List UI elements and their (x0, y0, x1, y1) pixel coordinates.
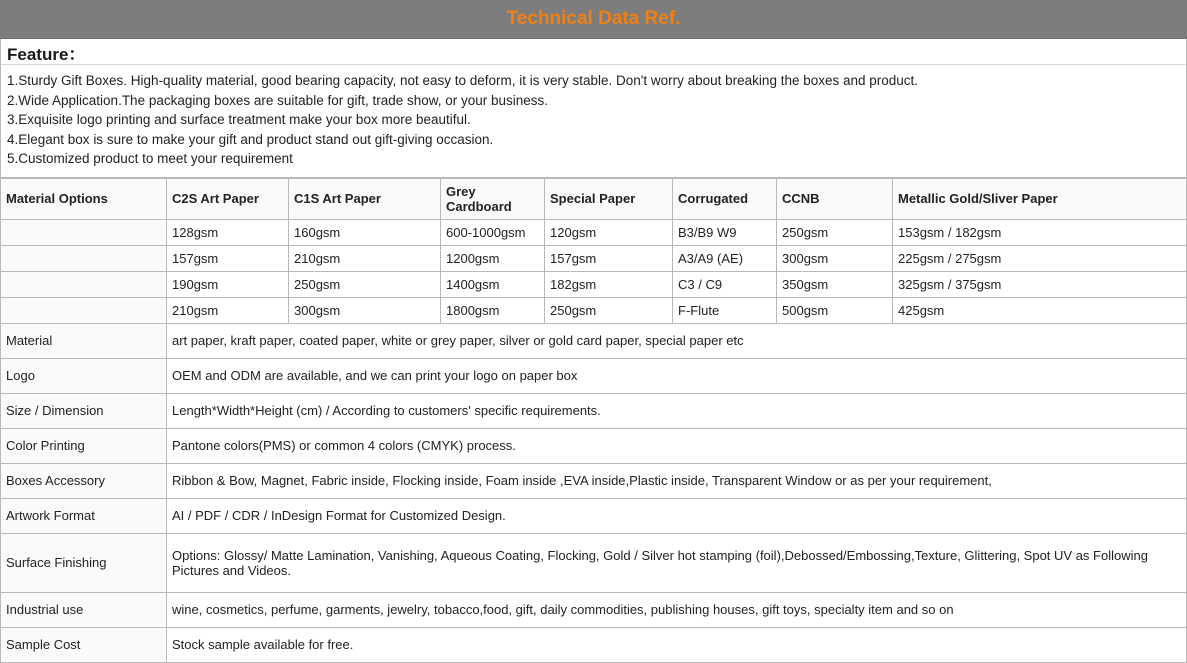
spec-value: OEM and ODM are available, and we can print your logo on paper box (167, 358, 1187, 393)
cell-c1s: 250gsm (289, 271, 441, 297)
cell-special: 250gsm (545, 297, 673, 323)
spec-label: Color Printing (1, 428, 167, 463)
cell-corrugated: C3 / C9 (673, 271, 777, 297)
spec-label: Artwork Format (1, 498, 167, 533)
column-header-material-options: Material Options (1, 178, 167, 219)
spec-label: Size / Dimension (1, 393, 167, 428)
spec-row-size-dimension (1, 393, 1187, 428)
cell-ccnb: 250gsm (777, 219, 893, 245)
title-bar (0, 0, 1187, 39)
cell-c2s: 190gsm (167, 271, 289, 297)
specification-table (0, 178, 1187, 663)
spec-label: Logo (1, 358, 167, 393)
feature-list (0, 65, 1187, 178)
page-title: Technical Data Ref. (506, 8, 681, 29)
spec-label: Surface Finishing (1, 533, 167, 592)
spec-value: Length*Width*Height (cm) / According to customers' specific requirements. (167, 393, 1187, 428)
spec-row-logo (1, 358, 1187, 393)
cell-grey: 1400gsm (441, 271, 545, 297)
cell-material-options (1, 271, 167, 297)
spec-value: wine, cosmetics, perfume, garments, jewelry, tobacco,food, gift, daily commodities, publishing houses, gift toys, specialty item and so on (167, 592, 1187, 627)
spec-label: Industrial use (1, 592, 167, 627)
cell-special: 120gsm (545, 219, 673, 245)
cell-grey: 600-1000gsm (441, 219, 545, 245)
cell-metallic: 153gsm / 182gsm (893, 219, 1187, 245)
feature-line: 2.Wide Application.The packaging boxes are suitable for gift, trade show, or your business. (7, 92, 549, 108)
cell-ccnb: 350gsm (777, 271, 893, 297)
spec-value: AI / PDF / CDR / InDesign Format for Customized Design. (167, 498, 1187, 533)
column-header-c1s-art-paper: C1S Art Paper (289, 178, 441, 219)
spec-value: Pantone colors(PMS) or common 4 colors (CMYK) process. (167, 428, 1187, 463)
column-header-c2s-art-paper: C2S Art Paper (167, 178, 289, 219)
cell-c2s: 210gsm (167, 297, 289, 323)
spec-row-surface-finishing (1, 533, 1187, 592)
spec-row-material (1, 323, 1187, 358)
cell-corrugated: A3/A9 (AE) (673, 245, 777, 271)
column-header-special-paper: Special Paper (545, 178, 673, 219)
feature-line: 1.Sturdy Gift Boxes. High-quality material, good bearing capacity, not easy to deform, it is very stable. Don't worry about breaking the boxes and product. (7, 73, 919, 88)
cell-grey: 1200gsm (441, 245, 545, 271)
cell-corrugated: F-Flute (673, 297, 777, 323)
column-header-metallic-paper: Metallic Gold/Sliver Paper (893, 178, 1187, 219)
cell-ccnb: 300gsm (777, 245, 893, 271)
cell-metallic: 325gsm / 375gsm (893, 271, 1187, 297)
cell-corrugated: B3/B9 W9 (673, 219, 777, 245)
spec-row-sample-cost (1, 627, 1187, 662)
cell-c2s: 157gsm (167, 245, 289, 271)
table-row (1, 271, 1187, 297)
column-header-corrugated: Corrugated (673, 178, 777, 219)
cell-c2s: 128gsm (167, 219, 289, 245)
feature-line: 5.Customized product to meet your requirement (7, 151, 293, 166)
cell-material-options (1, 245, 167, 271)
feature-line: 4.Elegant box is sure to make your gift and product stand out gift-giving occasion. (7, 131, 494, 147)
spec-value: Options: Glossy/ Matte Lamination, Vanishing, Aqueous Coating, Flocking, Gold / Silver hot stamping (foil),Debossed/Embossing,Texture, Glittering, Spot UV as Following Pictures and Videos. (167, 533, 1187, 592)
spec-row-artwork-format (1, 498, 1187, 533)
table-header-row (1, 178, 1187, 219)
spec-row-color-printing (1, 428, 1187, 463)
cell-material-options (1, 219, 167, 245)
cell-c1s: 160gsm (289, 219, 441, 245)
spec-value: Ribbon & Bow, Magnet, Fabric inside, Flocking inside, Foam inside ,EVA inside,Plastic inside, Transparent Window or as per your requirement, (167, 463, 1187, 498)
table-row (1, 297, 1187, 323)
spec-label: Sample Cost (1, 627, 167, 662)
cell-grey: 1800gsm (441, 297, 545, 323)
cell-ccnb: 500gsm (777, 297, 893, 323)
spec-label: Material (1, 323, 167, 358)
cell-metallic: 425gsm (893, 297, 1187, 323)
spec-value: art paper, kraft paper, coated paper, white or grey paper, silver or gold card paper, special paper etc (167, 323, 1187, 358)
cell-material-options (1, 297, 167, 323)
cell-c1s: 300gsm (289, 297, 441, 323)
cell-metallic: 225gsm / 275gsm (893, 245, 1187, 271)
cell-special: 157gsm (545, 245, 673, 271)
spec-value: Stock sample available for free. (167, 627, 1187, 662)
feature-line: 3.Exquisite logo printing and surface treatment make your box more beautiful. (7, 112, 471, 127)
cell-special: 182gsm (545, 271, 673, 297)
spec-label: Boxes Accessory (1, 463, 167, 498)
spec-row-boxes-accessory (1, 463, 1187, 498)
feature-heading: Feature： (0, 39, 1187, 65)
spec-row-industrial-use (1, 592, 1187, 627)
column-header-grey-cardboard: Grey Cardboard (441, 178, 545, 219)
table-row (1, 245, 1187, 271)
cell-c1s: 210gsm (289, 245, 441, 271)
table-row (1, 219, 1187, 245)
column-header-ccnb: CCNB (777, 178, 893, 219)
